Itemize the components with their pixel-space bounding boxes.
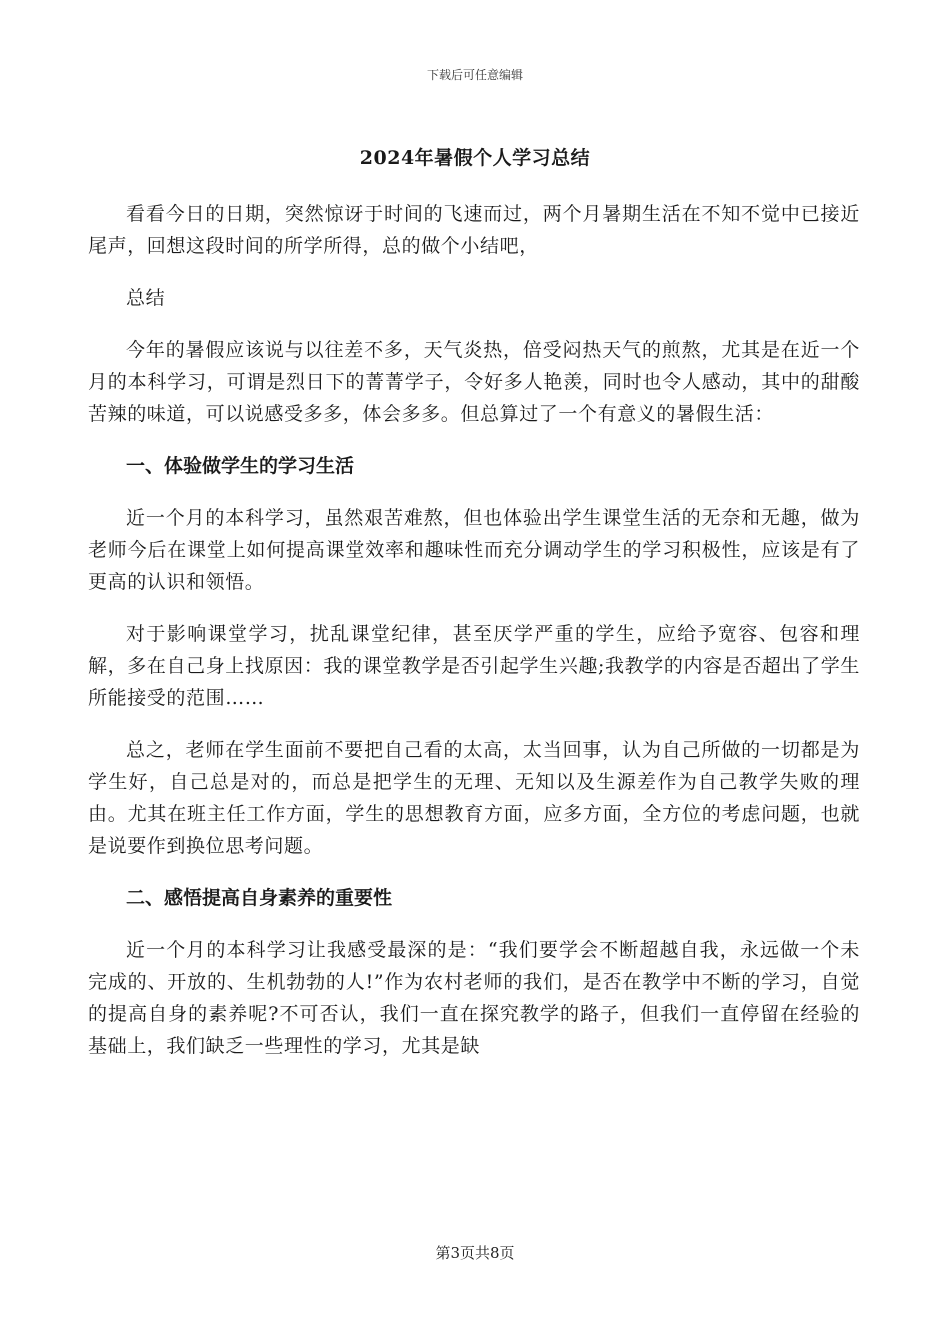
paragraph-section1-a: 近一个月的本科学习，虽然艰苦难熬，但也体验出学生课堂生活的无奈和无趣，做为老师今后在课堂上如何提高课堂效率和趣味性而充分调动学生的学习积极性，应该是有了更高的认识和领悟。 bbox=[88, 507, 860, 593]
paragraph-overview: 今年的暑假应该说与以往差不多，天气炎热，倍受闷热天气的煎熬，尤其是在近一个月的本科学习，可谓是烈日下的菁菁学子，令好多人艳羡，同时也令人感动，其中的甜酸苦辣的味道，可以说感受多多，体会多多。但总算过了一个有意义的暑假生活： bbox=[88, 339, 860, 425]
header-note: 下载后可任意编辑 bbox=[426, 68, 523, 82]
paragraph-section1-c: 总之，老师在学生面前不要把自己看的太高，太当回事，认为自己所做的一切都是为学生好，自己总是对的，而总是把学生的无理、无知以及生源差作为自己教学失败的理由。尤其在班主任工作方面，学生的思想教育方面，应多方面，全方位的考虑问题，也就是说要作到换位思考问题。 bbox=[88, 739, 860, 857]
paragraph-section1-b: 对于影响课堂学习，扰乱课堂纪律，甚至厌学严重的学生，应给予宽容、包容和理解，多在自己身上找原因：我的课堂教学是否引起学生兴趣;我教学的内容是否超出了学生所能接受的范围…… bbox=[88, 623, 860, 709]
document-title: 2024年暑假个人学习总结 bbox=[359, 147, 591, 169]
page-number: 第3页共8页 bbox=[435, 1244, 515, 1262]
paragraph-summary-label: 总结 bbox=[126, 287, 166, 309]
document-body bbox=[88, 198, 860, 1082]
section-heading-2: 二、感悟提高自身素养的重要性 bbox=[126, 887, 393, 909]
section-heading-1: 一、体验做学生的学习生活 bbox=[126, 455, 355, 477]
paragraph-section2-a: 近一个月的本科学习让我感受最深的是：“我们要学会不断超越自我，永远做一个未完成的、开放的、生机勃勃的人!”作为农村老师的我们，是否在教学中不断的学习，自觉的提高自身的素养呢?不可否认，我们一直在探究教学的路子，但我们一直停留在经验的基础上，我们缺乏一些理性的学习，尤其是缺 bbox=[88, 939, 860, 1057]
paragraph-intro: 看看今日的日期，突然惊讶于时间的飞速而过，两个月暑期生活在不知不觉中已接近尾声，回想这段时间的所学所得，总的做个小结吧， bbox=[88, 203, 860, 257]
